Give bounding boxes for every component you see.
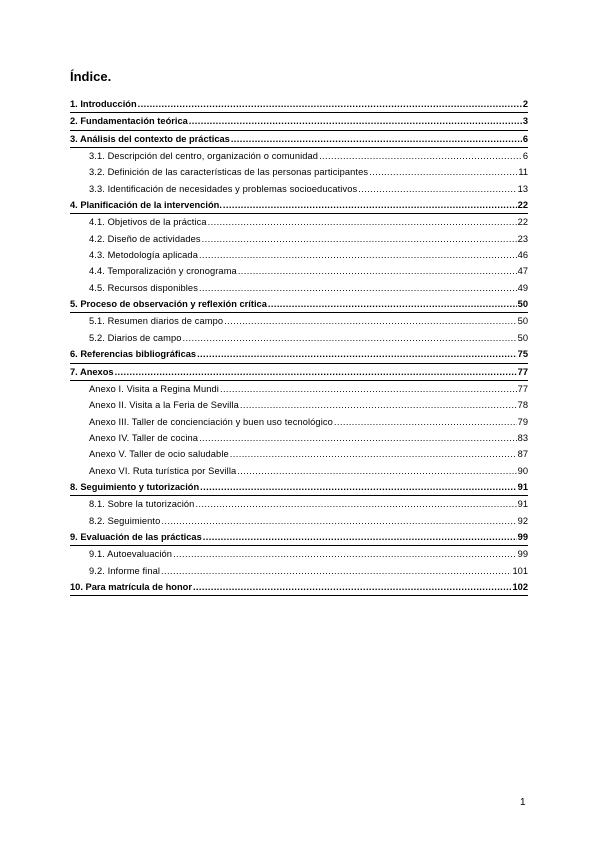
toc-entry-label: Anexo III. Taller de concienciación y buen uso tecnológico — [89, 416, 333, 427]
toc-entry-label: 9. Evaluación de las prácticas — [70, 531, 202, 542]
toc-leader-dots — [230, 446, 517, 462]
toc-entry-label: 8.1. Sobre la tutorización — [89, 499, 195, 510]
toc-entry[interactable] — [70, 214, 528, 230]
toc-entry[interactable] — [70, 381, 528, 397]
toc-leader-dots — [220, 381, 517, 397]
toc-leader-dots — [202, 231, 517, 247]
toc-entry-label: 8. Seguimiento y tutorización — [70, 481, 200, 492]
toc-entry-label: 10. Para matrícula de honor — [70, 581, 192, 592]
toc-leader-dots — [231, 131, 522, 147]
toc-entry[interactable] — [70, 414, 528, 430]
toc-entry[interactable] — [70, 231, 528, 247]
toc-entry-page: 75 — [517, 349, 528, 360]
toc-entry[interactable] — [70, 313, 528, 329]
toc-entry-label: Anexo I. Visita a Regina Mundi — [89, 383, 219, 394]
toc-entry-page: 83 — [517, 432, 528, 443]
toc-entry[interactable] — [70, 148, 528, 164]
toc-leader-dots — [173, 546, 517, 562]
toc-leader-dots — [189, 113, 522, 129]
toc-entry-page: 50 — [517, 332, 528, 343]
toc-entry-label: 9.1. Autoevaluación — [89, 549, 173, 560]
toc-entry-page: 49 — [517, 282, 528, 293]
toc-entry-label: 9.2. Informe final — [89, 565, 161, 576]
toc-leader-dots — [195, 496, 516, 512]
toc-leader-dots — [224, 313, 516, 329]
toc-entry-page: 91 — [517, 499, 528, 510]
toc-entry-page: 78 — [517, 400, 528, 411]
page-number: 1 — [520, 797, 526, 808]
toc-entry-page: 102 — [512, 581, 528, 592]
toc-entry-label: 2. Fundamentación teórica — [70, 116, 188, 127]
toc-entry[interactable] — [70, 496, 528, 512]
toc-leader-dots — [268, 296, 517, 312]
toc-entry-label: 5.2. Diarios de campo — [89, 332, 182, 343]
toc-entry[interactable] — [70, 563, 528, 579]
toc-entry-label: Anexo IV. Taller de cocina — [89, 432, 199, 443]
toc-entry-label: 5.1. Resumen diarios de campo — [89, 316, 224, 327]
toc-entry-label: 4.3. Metodología aplicada — [89, 250, 198, 261]
page-title: Índice. — [70, 69, 112, 84]
toc-entry-page: 87 — [517, 449, 528, 460]
table-of-contents — [70, 96, 528, 596]
toc-entry-label: 1. Introducción — [70, 99, 137, 109]
toc-leader-dots — [115, 364, 517, 380]
toc-entry-page: 46 — [517, 250, 528, 261]
toc-entry[interactable] — [70, 463, 528, 479]
toc-leader-dots — [334, 414, 517, 430]
toc-entry-label: 7. Anexos — [70, 366, 114, 377]
toc-entry-label: 4.5. Recursos disponibles — [89, 282, 198, 293]
toc-entry[interactable] — [70, 247, 528, 263]
toc-entry-page: 99 — [517, 549, 528, 560]
toc-entry[interactable] — [70, 546, 528, 562]
toc-entry-page: 22 — [517, 217, 528, 228]
toc-entry-page: 91 — [517, 481, 528, 492]
toc-entry[interactable] — [70, 263, 528, 279]
toc-entry-page: 50 — [517, 316, 528, 327]
toc-entry-page: 47 — [517, 266, 528, 277]
toc-entry-page: 50 — [517, 299, 528, 310]
toc-entry[interactable] — [70, 131, 528, 148]
toc-entry-page: 13 — [517, 183, 528, 194]
toc-entry-page: 6 — [522, 133, 528, 144]
toc-entry[interactable] — [70, 364, 528, 381]
toc-entry[interactable] — [70, 479, 528, 496]
toc-leader-dots — [319, 148, 522, 164]
toc-entry[interactable] — [70, 296, 528, 313]
toc-entry[interactable] — [70, 330, 528, 346]
toc-entry-label: 3.2. Definición de las características de las personas participantes — [89, 167, 369, 178]
toc-entry[interactable] — [70, 579, 528, 596]
toc-leader-dots — [358, 181, 516, 197]
toc-entry[interactable] — [70, 181, 528, 197]
toc-entry-label: 4.2. Diseño de actividades — [89, 233, 201, 244]
toc-entry[interactable] — [70, 113, 528, 130]
toc-leader-dots — [199, 430, 517, 446]
toc-entry-label: Anexo V. Taller de ocio saludable — [89, 449, 229, 460]
toc-entry-label: Anexo VI. Ruta turística por Sevilla — [89, 465, 237, 476]
toc-entry[interactable] — [70, 446, 528, 462]
toc-entry-label: 3.3. Identificación de necesidades y problemas socioeducativos — [89, 183, 358, 194]
toc-entry[interactable] — [70, 346, 528, 363]
toc-leader-dots — [369, 164, 517, 180]
toc-entry[interactable] — [70, 513, 528, 529]
toc-leader-dots — [237, 463, 516, 479]
toc-entry-label: 8.2. Seguimiento — [89, 515, 161, 526]
toc-entry[interactable] — [70, 430, 528, 446]
toc-entry-label: 3. Análisis del contexto de prácticas — [70, 133, 230, 144]
toc-entry-page: 101 — [512, 565, 528, 576]
toc-entry-label: 3.1. Descripción del centro, organización o comunidad — [89, 151, 319, 162]
toc-entry-page: 2 — [522, 99, 528, 109]
toc-leader-dots — [138, 96, 522, 112]
toc-entry-page: 77 — [517, 366, 528, 377]
toc-entry[interactable] — [70, 529, 528, 546]
toc-entry[interactable] — [70, 397, 528, 413]
toc-entry[interactable] — [70, 197, 528, 214]
toc-leader-dots — [199, 280, 517, 296]
toc-leader-dots — [238, 263, 517, 279]
toc-entry-label: 4. Planificación de la intervención. — [70, 200, 222, 211]
toc-entry-page: 79 — [517, 416, 528, 427]
toc-leader-dots — [161, 513, 516, 529]
toc-leader-dots — [208, 214, 517, 230]
toc-leader-dots — [183, 330, 517, 346]
toc-entry-label: Anexo II. Visita a la Feria de Sevilla — [89, 400, 239, 411]
toc-leader-dots — [200, 479, 517, 495]
toc-entry-label: 4.1. Objetivos de la práctica — [89, 217, 207, 228]
toc-entry[interactable] — [70, 280, 528, 296]
toc-leader-dots — [197, 346, 517, 362]
toc-entry-page: 23 — [517, 233, 528, 244]
toc-entry-label: 4.4. Temporalización y cronograma — [89, 266, 237, 277]
toc-entry-page: 6 — [522, 151, 528, 162]
toc-entry-label: 6. Referencias bibliográficas — [70, 349, 197, 360]
toc-entry-page: 90 — [517, 465, 528, 476]
toc-leader-dots — [203, 529, 517, 545]
toc-entry-label: 5. Proceso de observación y reflexión crítica — [70, 299, 267, 310]
toc-entry-page: 77 — [517, 383, 528, 394]
toc-leader-dots — [193, 579, 512, 595]
toc-entry[interactable] — [70, 164, 528, 180]
toc-entry[interactable] — [70, 96, 528, 113]
toc-entry-page: 3 — [522, 116, 528, 127]
toc-entry-page: 11 — [518, 167, 528, 178]
toc-entry-page: 22 — [517, 200, 528, 211]
toc-leader-dots — [161, 563, 511, 579]
toc-entry-page: 99 — [517, 531, 528, 542]
toc-leader-dots — [223, 197, 517, 213]
toc-leader-dots — [240, 397, 517, 413]
toc-leader-dots — [199, 247, 517, 263]
toc-entry-page: 92 — [517, 515, 528, 526]
